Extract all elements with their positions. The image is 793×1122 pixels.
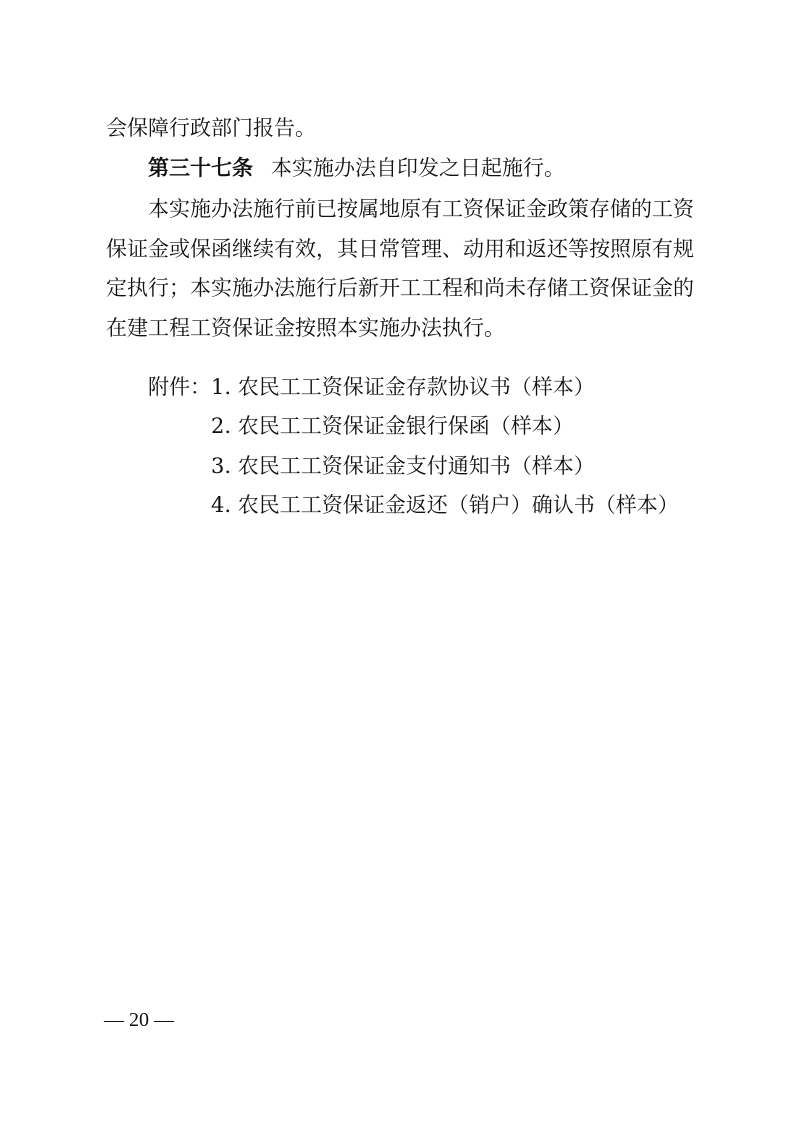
text-line: 在建工程工资保证金按照本实施办法执行。 bbox=[106, 316, 505, 340]
article-text: 本实施办法自印发之日起施行。 bbox=[271, 156, 565, 180]
text-line: 本实施办法施行前已按属地原有工资保证金政策存储的工资 bbox=[148, 197, 694, 221]
text-line: 定执行；本实施办法施行后新开工工程和尚未存储工资保证金的 bbox=[106, 276, 694, 300]
attachment-text: 3. 农民工工资保证金支付通知书（样本） bbox=[211, 454, 595, 478]
attachment-text: 4. 农民工工资保证金返还（销户）确认书（样本） bbox=[211, 493, 679, 517]
article-label: 第三十七条 bbox=[148, 156, 253, 180]
attachment-label: 附件： bbox=[148, 375, 211, 399]
text-line: 会保障行政部门报告。 bbox=[106, 116, 316, 140]
page-number: — 20 — bbox=[104, 1009, 174, 1031]
text-line: 保证金或保函继续有效，其日常管理、动用和返还等按照原有规 bbox=[106, 237, 694, 261]
attachment-text: 2. 农民工工资保证金银行保函（样本） bbox=[211, 414, 574, 438]
article-line bbox=[148, 153, 565, 183]
attachment-text: 1. 农民工工资保证金存款协议书（样本） bbox=[211, 375, 595, 399]
